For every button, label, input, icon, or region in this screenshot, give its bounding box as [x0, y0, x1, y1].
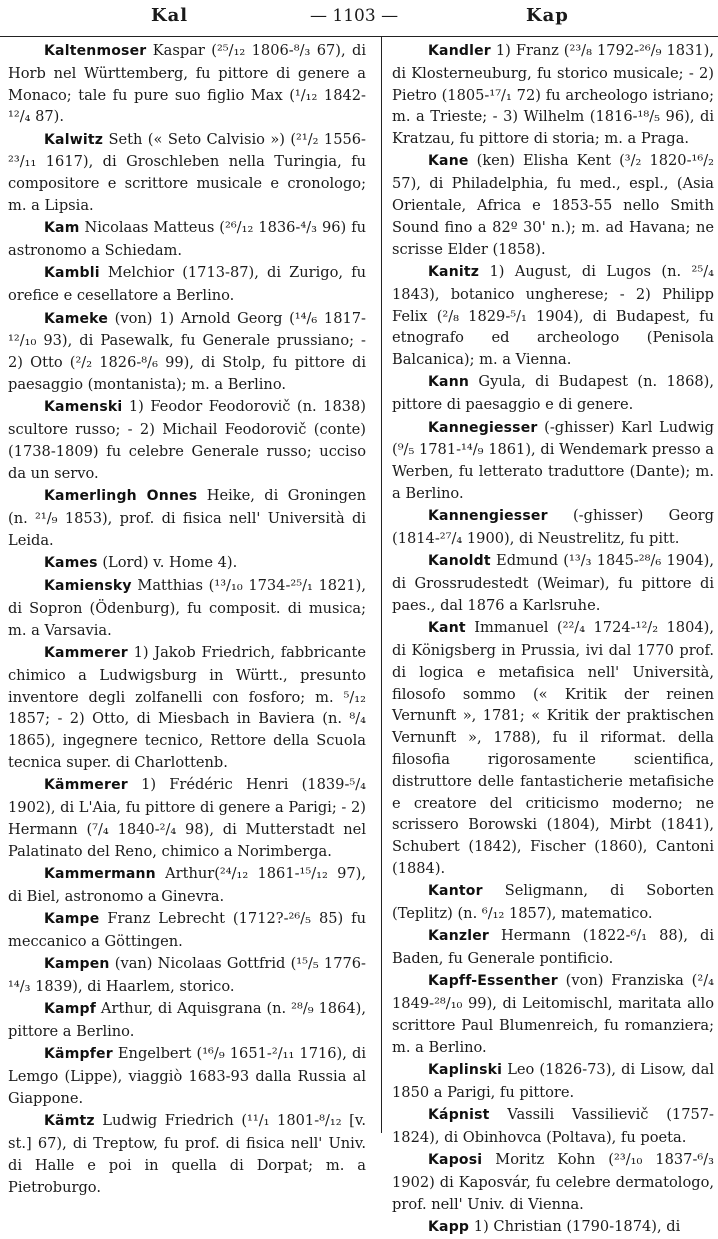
dictionary-entry: [8, 396, 366, 484]
entry-text: 1) Jakob Friedrich, fabbricante chimico a Ludwigsburg in Württ., presunto inventore degli zolfanelli con fosforo; m. ⁵/₁₂ 1857; - 2) Otto, di Miesbach in Baviera (n. ⁸/₄ 1865), ingegnere tecnico, Rettore della Scuola tecnica super. di Charlottenb.: [8, 644, 366, 771]
dictionary-entry: [8, 262, 366, 307]
dictionary-entry: [392, 1104, 714, 1149]
entry-text: 1) Christian (1790-1874), di: [469, 1218, 681, 1236]
entry-headword: Kapp: [428, 1219, 470, 1236]
entry-headword: Kämpfer: [44, 1046, 113, 1063]
dictionary-entry: [392, 880, 714, 925]
entry-text: (-ghisser) Georg (1814-²⁷/₄ 1900), di Neustrelitz, fu pitt.: [392, 507, 714, 548]
entry-text: Nicolaas Matteus (²⁶/₁₂ 1836-⁴/₃ 96) fu astronomo a Schiedam.: [8, 219, 366, 260]
entry-text: Edmund (¹³/₃ 1845-²⁸/₆ 1904), di Grossrudestedt (Weimar), fu pittore di paes., dal 1876 a Karlsruhe.: [392, 552, 714, 614]
dictionary-entry: [8, 485, 366, 551]
dictionary-entry: [8, 575, 366, 641]
entry-text: Ludwig Friedrich (¹¹/₁ 1801-⁸/₁₂ [v. st.] 67), di Treptow, fu prof. di fisica nell' Univ. di Halle e poi in quella di Dorpat; m. a Pietroburgo.: [8, 1112, 366, 1196]
entry-text: Leo (1826-73), di Lisow, dal 1850 a Parigi, fu pittore.: [392, 1061, 714, 1101]
dictionary-entry: [8, 774, 366, 862]
entry-text: (ken) Elisha Kent (³/₂ 1820-¹⁶/₂ 57), di Philadelphia, fu med., espl., (Asia Orientale, Africa e 1853-55 nello Smith Sound fino a 82º 30' n.); m. ad Havana; ne scrisse Elder (1858).: [392, 152, 714, 258]
entry-headword: Kann: [428, 374, 470, 391]
entry-headword: Kames: [44, 554, 98, 571]
dictionary-entry: [392, 150, 714, 260]
entry-headword: Kaposi: [428, 1152, 483, 1169]
entry-headword: Kanzler: [428, 928, 490, 945]
entry-text: Heike, di Groningen (n. ²¹/₉ 1853), prof. di fisica nell' Università di Leida.: [8, 486, 366, 549]
entry-headword: Kalwitz: [44, 131, 104, 148]
dictionary-entry: [392, 925, 714, 970]
entry-text: (von) 1) Arnold Georg (¹⁴/₆ 1817-¹²/₁₀ 93), di Pasewalk, fu Generale prussiano; - 2) Otto (²/₂ 1826-⁸/₆ 99), di Stolp, fu pittore di paesaggio (montanista); m. a Berlino.: [8, 309, 366, 393]
entry-text: Seligmann, di Soborten (Teplitz) (n. ⁶/₁₂ 1857), matematico.: [392, 882, 714, 923]
entry-text: (-ghisser) Karl Ludwig (⁹/₅ 1781-¹⁴/₉ 1861), di Wendemark presso a Werben, fu letterato traduttore (Dante); m. a Berlino.: [392, 418, 714, 502]
entry-headword: Kanitz: [428, 263, 480, 280]
entry-headword: Kantor: [428, 883, 483, 900]
entry-headword: Kápnist: [428, 1107, 490, 1124]
entry-headword: Kant: [428, 620, 466, 637]
dictionary-entry: [8, 217, 366, 262]
entry-text: Seth (« Seto Calvisio ») (²¹/₂ 1556-²³/₁₁ 1617), di Groschleben nella Turingia, fu compositore e scrittore musicale e cronologo; m. a Lipsia.: [8, 130, 366, 215]
entry-headword: Kampen: [44, 956, 110, 973]
entry-headword: Kammerer: [44, 645, 128, 662]
dictionary-entry: [8, 40, 366, 128]
right-column: [392, 40, 714, 1236]
entry-headword: Kaplinski: [428, 1062, 503, 1079]
dictionary-entry: [8, 552, 366, 575]
entry-headword: Kampe: [44, 911, 100, 928]
entry-text: Matthias (¹³/₁₀ 1734-²⁵/₁ 1821), di Sopron (Ödenburg), fu composit. di musica; m. a Varsavia.: [8, 577, 366, 639]
entry-text: 1) Frédéric Henri (1839-⁵/₄ 1902), di L'Aia, fu pittore di genere a Parigi; - 2) Hermann (⁷/₄ 1840-²/₄ 98), di Mutterstadt nel Palatinato del Reno, chimico a Norimberga.: [8, 776, 366, 860]
dictionary-entry: [8, 1043, 366, 1109]
entry-text: 1) Feodor Feodorovič (n. 1838) scultore russo; - 2) Michail Feodorovič (conte) (1738-1809) fu celebre Generale russo; ucciso da un servo.: [8, 398, 366, 482]
dictionary-entry: [392, 1059, 714, 1104]
dictionary-entry: [392, 417, 714, 505]
dictionary-entry: [8, 863, 366, 908]
dictionary-entry: [8, 1110, 366, 1198]
dictionary-entry: [8, 998, 366, 1043]
entry-text: Vassili Vassilievič (1757-1824), di Obinhovca (Poltava), fu poeta.: [392, 1106, 714, 1147]
entry-text: Franz Lebrecht (1712?-²⁶/₅ 85) fu meccanico a Göttingen.: [8, 910, 366, 950]
dictionary-entry: [392, 617, 714, 880]
column-divider: [381, 37, 382, 1133]
dictionary-entry: [392, 261, 714, 371]
dictionary-entry: [8, 129, 366, 217]
entry-headword: Kaltenmoser: [44, 43, 147, 59]
dictionary-entry: [392, 1149, 714, 1215]
entry-headword: Kane: [428, 153, 469, 170]
entry-text: Arthur, di Aquisgrana (n. ²⁸/₉ 1864), pittore a Berlino.: [8, 1000, 366, 1041]
entry-headword: Kamerlingh Onnes: [44, 487, 198, 504]
page-header: [0, 0, 718, 37]
entry-text: Moritz Kohn (²³/₁₀ 1837-⁶/₃ 1902) di Kaposvár, fu celebre dermatologo, prof. nell' Univ. di Vienna.: [392, 1151, 714, 1213]
entry-text: 1) August, di Lugos (n. ²⁵/₄ 1843), botanico ungherese; - 2) Philipp Felix (²/₈ 1829-⁵/₁ 1904), di Budapest, fu etnografo ed archeologo (Penisola Balcanica); m. a Vienna.: [392, 262, 714, 369]
entry-headword: Kammermann: [44, 865, 156, 882]
dictionary-entry: [392, 550, 714, 616]
dictionary-entry: [392, 40, 714, 150]
entry-text: Hermann (1822-⁶/₁ 88), di Baden, fu Generale pontificio.: [392, 927, 714, 968]
entry-headword: Kämtz: [44, 1113, 95, 1130]
entry-headword: Kannegiesser: [428, 419, 538, 436]
running-head-left: Kal: [151, 5, 189, 26]
page-number: — 1103 —: [310, 6, 399, 26]
entry-text: 1) Franz (²³/₈ 1792-²⁶/₉ 1831), di Klosterneuburg, fu storico musicale; - 2) Pietro (1805-¹⁷/₁ 72) fu archeologo istriano; m. a Trieste; - 3) Wilhelm (1816-¹⁸/₅ 96), di Kratzau, fu pittore di storia; m. a Praga.: [392, 42, 714, 148]
entry-headword: Kamenski: [44, 399, 123, 416]
entry-headword: Kam: [44, 220, 80, 237]
entry-text: Immanuel (²²/₄ 1724-¹²/₂ 1804), di Königsberg in Prussia, ivi dal 1770 prof. di logica e metafisica nell' Università, filosofo sommo (« Kritik der reinen Vernunft », 1781; « Kritik der praktischen Vernunft », 1788), fu il riformat. della filosofia rigorosamente scientifica, distruttore delle fantasticherie metafisiche e creatore del criticismo moderno; ne scrissero Borowski (1804), Mirbt (1841), Schubert (1842), Fischer (1860), Cantoni (1884).: [392, 619, 714, 877]
entry-headword: Kanoldt: [428, 553, 491, 570]
entry-headword: Kapff-Essenther: [428, 973, 558, 990]
entry-text: Gyula, di Budapest (n. 1868), pittore di paesaggio e di genere.: [392, 373, 714, 414]
entry-text: (Lord) v. Home 4).: [97, 553, 238, 571]
dictionary-entry: [392, 505, 714, 550]
dictionary-entry: [392, 1216, 714, 1239]
dictionary-entry: [392, 970, 714, 1058]
entry-text: (van) Nicolaas Gottfrid (¹⁵/₅ 1776-¹⁴/₃ 1839), di Haarlem, storico.: [8, 955, 366, 995]
entry-headword: Kandler: [428, 43, 491, 59]
entry-headword: Kampf: [44, 1001, 96, 1018]
dictionary-entry: [8, 908, 366, 953]
entry-text: Arthur(²⁴/₁₂ 1861-¹⁵/₁₂ 97), di Biel, astronomo a Ginevra.: [8, 864, 366, 905]
entry-headword: Kämmerer: [44, 777, 128, 794]
entry-text: Engelbert (¹⁶/₉ 1651-²/₁₁ 1716), di Lemgo (Lippe), viaggiò 1683-93 dalla Russia al Giappone.: [8, 1045, 366, 1107]
running-head-right: Kap: [526, 5, 569, 26]
dictionary-entry: [392, 371, 714, 416]
dictionary-entry: [8, 953, 366, 998]
entry-headword: Kambli: [44, 265, 100, 282]
entry-text: Kaspar (²⁵/₁₂ 1806-⁸/₃ 67), di Horb nel Württemberg, fu pittore di genere a Monaco; tale fu pure suo figlio Max (¹/₁₂ 1842-¹²/₄ 87).: [8, 42, 366, 126]
dictionary-entry: [8, 642, 366, 774]
left-column: [8, 40, 366, 1196]
entry-headword: Kameke: [44, 310, 109, 327]
entry-text: Melchior (1713-87), di Zurigo, fu orefice e cesellatore a Berlino.: [8, 264, 366, 305]
entry-headword: Kamiensky: [44, 578, 132, 595]
dictionary-entry: [8, 308, 366, 396]
entry-headword: Kannengiesser: [428, 508, 548, 525]
entry-text: (von) Franziska (²/₄ 1849-²⁸/₁₀ 99), di Leitomischl, maritata allo scrittore Paul Blumenreich, fu romanziera; m. a Berlino.: [392, 972, 714, 1056]
